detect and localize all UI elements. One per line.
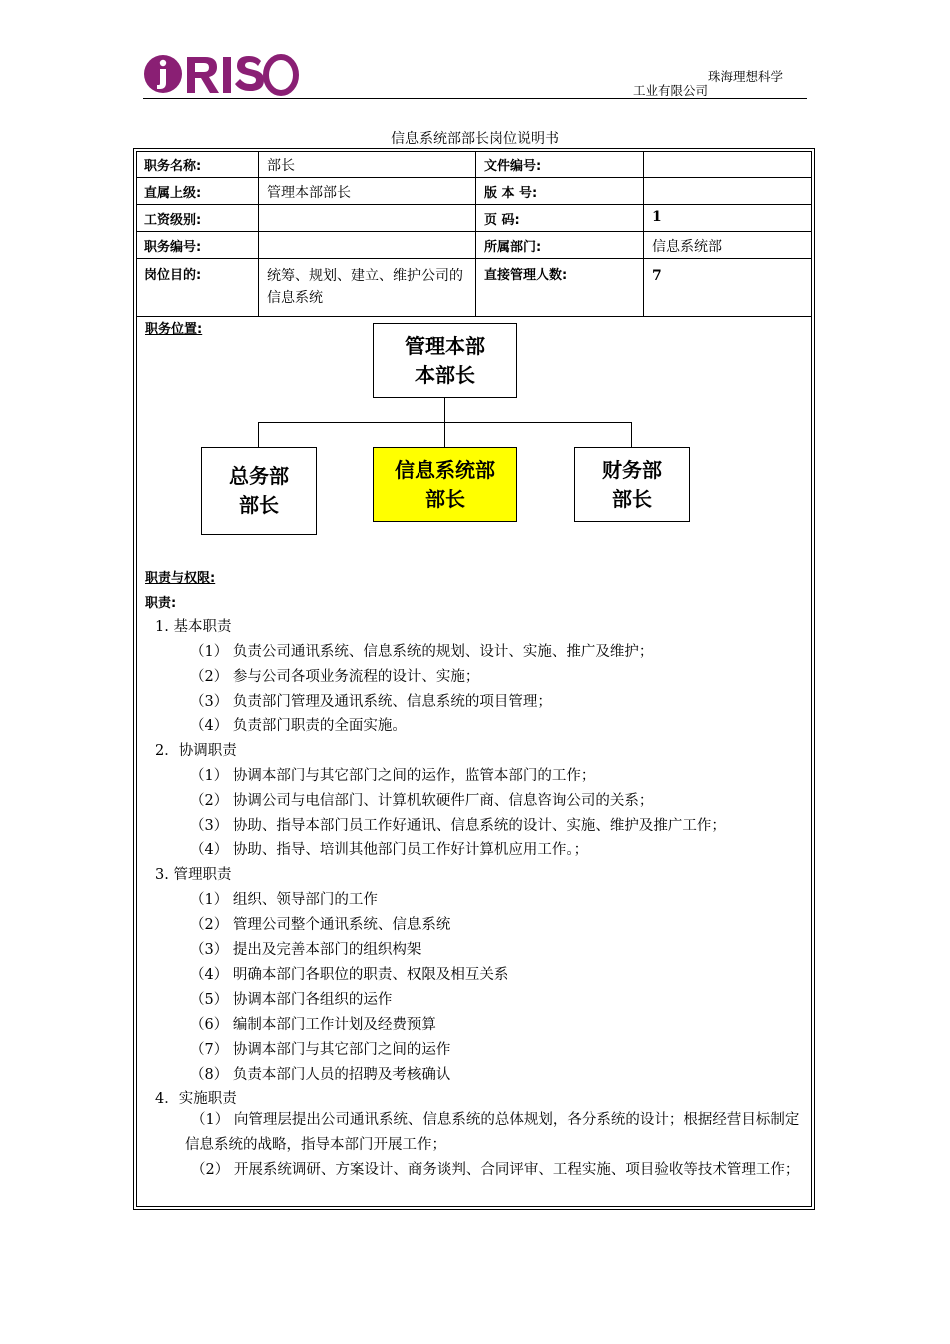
org-center-line1: 信息系统部 (395, 457, 495, 482)
org-top-line2: 本部长 (415, 362, 475, 387)
value-direct-superior: 管理本部部长 (259, 178, 476, 205)
label-job-purpose: 岗位目的: (136, 259, 259, 317)
value-doc-number (644, 151, 812, 178)
info-table (136, 151, 812, 317)
list-item: （4） 明确本部门各职位的职责、权限及相互关系 (190, 967, 509, 983)
table-row (136, 259, 812, 317)
list-item: （1） 负责公司通讯系统、信息系统的规划、设计、实施、推广及维护； (190, 644, 654, 660)
value-salary-grade (259, 205, 476, 232)
list-item: （3） 协助、指导本部门员工作好通讯、信息系统的设计、实施、维护及推广工作； (190, 818, 726, 834)
list-item: （6） 编制本部门工作计划及经费预算 (190, 1017, 436, 1033)
list-item: （2） 协调公司与电信部门、计算机软硬件厂商、信息咨询公司的关系； (190, 793, 654, 809)
org-connector-left (258, 422, 259, 448)
org-right-line1: 财务部 (602, 457, 662, 482)
label-doc-number: 文件编号: (476, 151, 644, 178)
list-item: （1） 组织、领导部门的工作 (190, 892, 378, 908)
label-page: 页 码: (476, 205, 644, 232)
org-top-line1: 管理本部 (405, 333, 485, 358)
value-direct-reports: 7 (644, 259, 812, 317)
group-title-coordination: 2．协调职责 (155, 743, 237, 759)
list-item: （8） 负责本部门人员的招聘及考核确认 (190, 1067, 451, 1083)
svg-text:iRISO: iRISO (143, 52, 146, 53)
value-department: 信息系统部 (644, 232, 812, 259)
org-box-left (201, 447, 317, 535)
label-job-number: 职务编号: (136, 232, 259, 259)
list-item: （4） 协助、指导、培训其他部门员工作好计算机应用工作。； (190, 842, 589, 858)
value-job-title: 部长 (259, 151, 476, 178)
value-job-purpose: 统筹、规划、建立、维护公司的信息系统 (259, 259, 476, 317)
label-job-title: 职务名称: (136, 151, 259, 178)
list-item: （3） 负责部门管理及通讯系统、信息系统的项目管理； (190, 694, 552, 710)
table-row (136, 205, 812, 232)
list-item: （5） 协调本部门各组织的运作 (190, 992, 393, 1008)
group-title-implementation: 4．实施职责 (155, 1091, 237, 1107)
label-department: 所属部门: (476, 232, 644, 259)
org-connector-horizontal (258, 422, 632, 423)
list-item: （2） 管理公司整个通讯系统、信息系统 (190, 917, 451, 933)
list-item: （2） 开展系统调研、方案设计、商务谈判、合同评审、工程实施、项目验收等技术管理工作； (191, 1162, 800, 1178)
org-left-line1: 总务部 (229, 464, 289, 488)
value-job-number (259, 232, 476, 259)
list-item: （1） 协调本部门与其它部门之间的运作，监管本部门的工作； (190, 768, 596, 784)
list-item: （7） 协调本部门与其它部门之间的运作 (190, 1042, 451, 1058)
org-box-center (373, 447, 517, 522)
duties-sub-label: 职责: (145, 596, 177, 611)
list-item: （3） 提出及完善本部门的组织构架 (190, 942, 422, 958)
label-version: 版 本 号: (476, 178, 644, 205)
org-left-line2: 部长 (239, 493, 279, 517)
position-label: 职务位置: (145, 322, 203, 337)
org-right-line2: 部长 (612, 486, 652, 511)
company-name-line2: 工业有限公司 (633, 83, 709, 98)
list-item: （1） 向管理层提出公司通讯系统、信息系统的总体规划，各分系统的设计；根据经营目标制定信息系统的战略，指导本部门开展工作； (185, 1112, 800, 1153)
org-center-line2: 部长 (425, 486, 465, 511)
table-row (136, 178, 812, 205)
duties-section-label: 职责与权限: (145, 571, 216, 586)
list-item: （2） 参与公司各项业务流程的设计、实施； (190, 669, 480, 685)
table-row (136, 232, 812, 259)
group-title-management: 3. 管理职责 (155, 867, 232, 883)
org-box-top (373, 323, 517, 398)
list-item: （4） 负责部门职责的全面实施。 (190, 718, 407, 734)
label-direct-reports: 直接管理人数: (476, 259, 644, 317)
org-connector-center (444, 422, 445, 448)
table-row (136, 151, 812, 178)
riso-logo (143, 52, 299, 96)
label-salary-grade: 工资级别: (136, 205, 259, 232)
document-title: 信息系统部部长岗位说明书 (391, 131, 559, 147)
org-connector-vertical (444, 398, 445, 423)
org-box-right (574, 447, 690, 522)
label-direct-superior: 直属上级: (136, 178, 259, 205)
header-divider (143, 98, 807, 99)
value-page: 1 (644, 205, 812, 232)
group-title-basic: 1. 基本职责 (155, 619, 232, 635)
org-connector-right (631, 422, 632, 448)
company-name-line1: 珠海理想科学 (708, 69, 784, 84)
value-version (644, 178, 812, 205)
